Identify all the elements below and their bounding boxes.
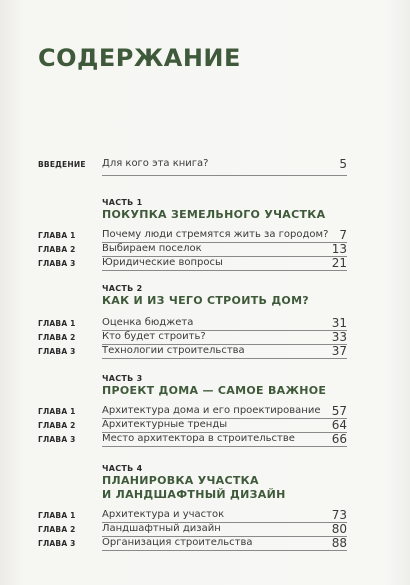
chapter-text: Архитектура и участок: [102, 509, 225, 520]
chapter-label: ГЛАВА 3: [38, 539, 76, 548]
toc-row-p4-c2[interactable]: [0, 523, 410, 537]
part-4-title-line-2[interactable]: И ЛАНДШАФТНЫЙ ДИЗАЙН: [102, 488, 286, 501]
part-4-title-line-1[interactable]: ПЛАНИРОВКА УЧАСТКА: [102, 474, 259, 487]
chapter-page: 37: [331, 344, 347, 358]
intro-text: Для кого эта книга?: [102, 158, 209, 169]
divider: [102, 358, 347, 359]
chapter-page: 7: [339, 228, 347, 242]
intro-page: 5: [339, 157, 347, 171]
toc-row-p3-c2[interactable]: [0, 419, 410, 433]
toc-row-p2-c1[interactable]: [0, 317, 410, 331]
chapter-label: ГЛАВА 1: [38, 511, 76, 520]
toc-row-p3-c3[interactable]: [0, 433, 410, 447]
intro-label: ВВЕДЕНИЕ: [38, 160, 86, 169]
chapter-label: ГЛАВА 3: [38, 259, 76, 268]
toc-row-p1-c1[interactable]: [0, 229, 410, 243]
chapter-label: ГЛАВА 3: [38, 435, 76, 444]
chapter-text: Почему люди стремятся жить за городом?: [102, 229, 329, 240]
chapter-text: Ландшафтный дизайн: [102, 523, 221, 534]
part-3-title[interactable]: ПРОЕКТ ДОМА — САМОЕ ВАЖНОЕ: [102, 384, 327, 397]
page-title: СОДЕРЖАНИЕ: [38, 44, 241, 72]
chapter-text: Организация строительства: [102, 537, 253, 548]
toc-row-p1-c3[interactable]: [0, 257, 410, 271]
toc-row-p2-c2[interactable]: [0, 331, 410, 345]
part-1-label: ЧАСТЬ 1: [102, 198, 143, 207]
chapter-page: 66: [331, 432, 347, 446]
part-4-label: ЧАСТЬ 4: [102, 464, 143, 473]
toc-row-p4-c3[interactable]: [0, 537, 410, 551]
chapter-label: ГЛАВА 1: [38, 407, 76, 416]
toc-row-p4-c1[interactable]: [0, 509, 410, 523]
divider: [102, 550, 347, 551]
chapter-text: Технологии строительства: [102, 345, 245, 356]
chapter-text: Кто будет строить?: [102, 331, 206, 342]
chapter-text: Юридические вопросы: [102, 257, 223, 268]
part-2-title[interactable]: КАК И ИЗ ЧЕГО СТРОИТЬ ДОМ?: [102, 294, 309, 307]
chapter-text: Место архитектора в строительстве: [102, 433, 295, 444]
chapter-text: Оценка бюджета: [102, 317, 194, 328]
chapter-label: ГЛАВА 2: [38, 245, 76, 254]
chapter-page: 80: [331, 522, 347, 536]
chapter-label: ГЛАВА 1: [38, 231, 76, 240]
chapter-label: ГЛАВА 3: [38, 347, 76, 356]
part-2-label: ЧАСТЬ 2: [102, 284, 143, 293]
toc-row-p2-c3[interactable]: [0, 345, 410, 359]
divider: [102, 270, 347, 271]
chapter-text: Выбираем поселок: [102, 243, 202, 254]
chapter-page: 21: [331, 256, 347, 270]
chapter-text: Архитектура дома и его проектирование: [102, 405, 321, 416]
chapter-label: ГЛАВА 2: [38, 525, 76, 534]
chapter-page: 73: [331, 508, 347, 522]
chapter-page: 57: [331, 404, 347, 418]
toc-row-p1-c2[interactable]: [0, 243, 410, 257]
divider: [102, 175, 347, 176]
chapter-label: ГЛАВА 1: [38, 319, 76, 328]
divider: [102, 446, 347, 447]
chapter-page: 88: [331, 536, 347, 550]
chapter-label: ГЛАВА 2: [38, 333, 76, 342]
toc-row-p3-c1[interactable]: [0, 405, 410, 419]
part-1-title[interactable]: ПОКУПКА ЗЕМЕЛЬНОГО УЧАСТКА: [102, 208, 326, 221]
chapter-page: 64: [331, 418, 347, 432]
toc-intro-row[interactable]: [0, 158, 410, 172]
chapter-label: ГЛАВА 2: [38, 421, 76, 430]
chapter-page: 31: [331, 316, 347, 330]
part-3-label: ЧАСТЬ 3: [102, 374, 143, 383]
chapter-page: 13: [331, 242, 347, 256]
chapter-text: Архитектурные тренды: [102, 419, 228, 430]
chapter-page: 33: [331, 330, 347, 344]
